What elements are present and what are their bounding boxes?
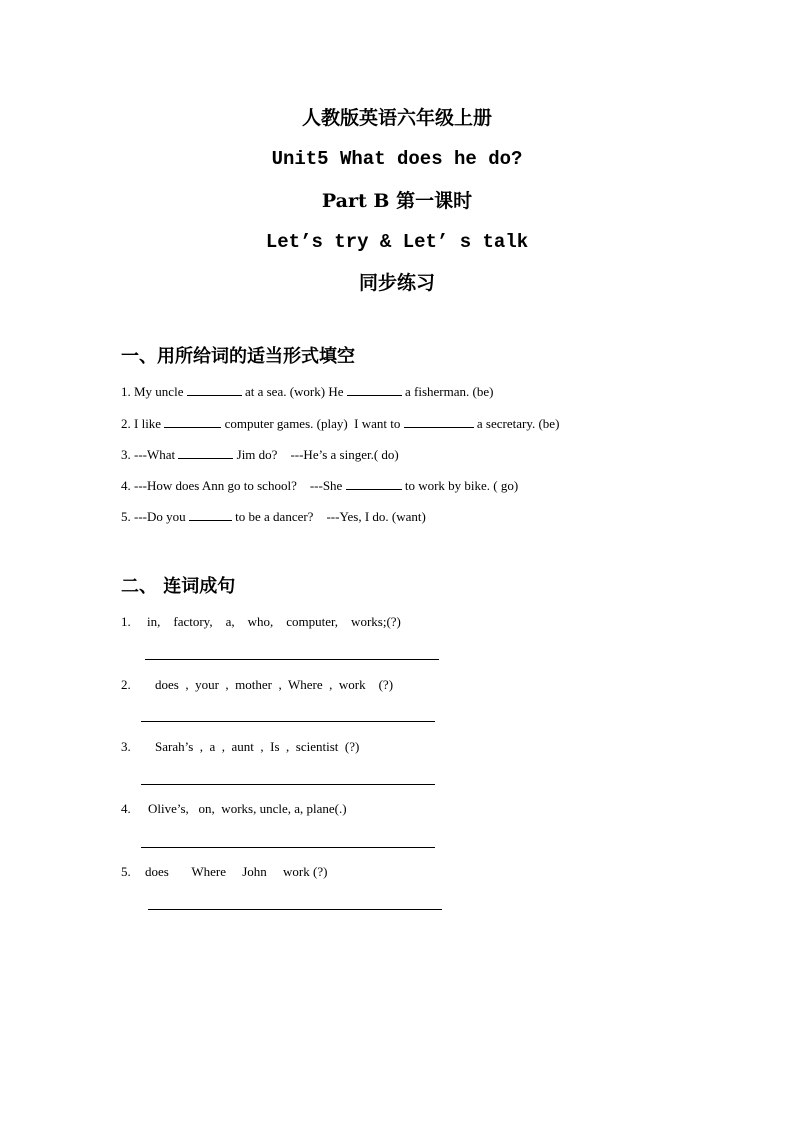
fill-blank-1b[interactable] [347,384,402,396]
sentence-item-1-number: 1. [121,614,131,629]
fill-item-5 [121,509,426,525]
section1-heading: 一、用所给词的适当形式填空 [121,346,355,367]
fill-blank-2b[interactable] [404,416,474,428]
fill-item-5-text-a: 5. ---Do you [121,509,189,524]
sentence-item-2-number: 2. [121,677,131,692]
answer-line-2[interactable] [141,721,435,722]
fill-blank-2a[interactable] [164,416,221,428]
sentence-item-3-words: Sarah’s , a , aunt , Is , scientist (?) [155,739,360,754]
fill-item-3 [121,447,399,463]
fill-item-1-text-b: at a sea. (work) He [241,384,347,399]
sentence-item-4-number: 4. [121,801,131,816]
answer-line-1[interactable] [145,659,439,660]
sentence-item-5-number: 5. [121,864,131,879]
fill-item-4-text-a: 4. ---How does Ann go to school? ---She [121,478,346,493]
fill-blank-5[interactable] [189,509,232,521]
section2-heading: 二、 连词成句 [121,576,236,597]
exercise-type-title: 同步练习 [358,272,435,294]
fill-blank-4[interactable] [346,478,402,490]
fill-item-3-text-a: 3. ---What [121,447,179,462]
unit-title: Unit5 What does he do? [271,148,523,170]
answer-line-3[interactable] [141,784,435,785]
sentence-item-5-words: does Where John work (?) [145,864,328,879]
fill-item-3-text-b: Jim do? ---He’s a singer.( do) [233,447,399,462]
fill-item-2 [121,416,559,432]
sentence-item-4-words: Olive’s, on, works, uncle, a, plane(.) [148,801,347,816]
lesson-title: Let’s try & Let’ s talk [265,231,529,253]
fill-item-2-text-a: 2. I like [121,416,165,431]
fill-item-1-text-a: 1. My uncle [121,384,187,399]
fill-blank-1a[interactable] [187,384,242,396]
fill-item-4-text-b: to work by bike. ( go) [401,478,519,493]
fill-item-1 [121,384,493,400]
fill-blank-3[interactable] [178,447,233,459]
fill-item-4 [121,478,518,494]
page-title: 人教版英语六年级上册 [301,107,492,129]
sentence-item-3-number: 3. [121,739,131,754]
fill-item-1-text-c: a fisherman. (be) [401,384,494,399]
fill-item-2-text-b: computer games. (play) I want to [221,416,404,431]
answer-line-4[interactable] [141,847,435,848]
part-title: Part B 第一课时 [321,190,473,212]
answer-line-5[interactable] [148,909,442,910]
sentence-item-2-words: does , your , mother , Where , work (?) [155,677,394,692]
sentence-item-1-words: in, factory, a, who, computer, works;(?) [147,614,401,629]
fill-item-2-text-c: a secretary. (be) [473,416,560,431]
fill-item-5-text-b: to be a dancer? ---Yes, I do. (want) [231,509,426,524]
